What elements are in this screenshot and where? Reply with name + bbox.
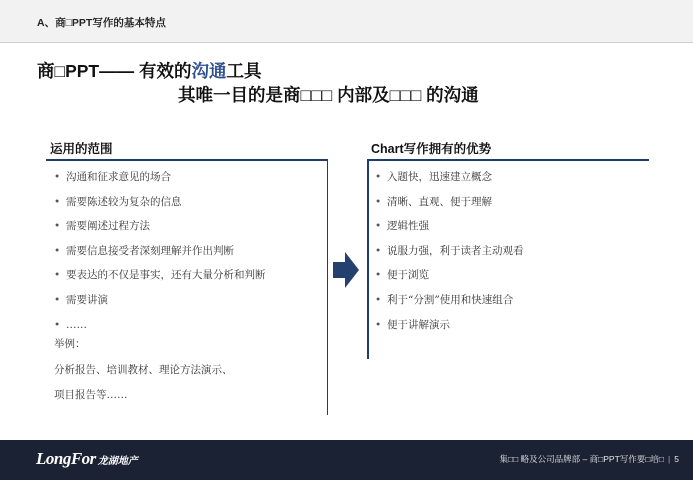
bullet: •	[375, 195, 382, 208]
list-item: • 需要讲演	[54, 288, 266, 313]
headline-prefix: 商□PPT—— 有效的	[37, 61, 192, 81]
list-item: • 沟通和征求意见的场合	[54, 165, 266, 190]
headline-suffix: 工具	[226, 61, 262, 81]
right-arrow-icon	[333, 252, 359, 288]
advantages-title: Chart写作拥有的优势	[371, 142, 492, 156]
list-item: • 入题快，迅速建立概念	[375, 165, 524, 190]
bullet: •	[375, 269, 382, 282]
bullet: •	[54, 220, 61, 233]
list-item: • 需要信息接受者深刻理解并作出判断	[54, 239, 266, 264]
usage-scope-list	[54, 165, 266, 337]
example-line-1: 分析报告、培训教材、理论方法演示、	[54, 364, 233, 376]
bullet: •	[375, 171, 382, 183]
bullet: •	[54, 269, 61, 282]
bullet: •	[54, 293, 61, 306]
usage-scope-title: 运用的范围	[50, 142, 113, 156]
list-item: • 逻辑性强	[375, 214, 524, 239]
bullet: •	[375, 220, 382, 233]
bullet: •	[375, 244, 382, 257]
logo-wordmark: LongFor	[36, 449, 96, 468]
bullet: •	[375, 293, 382, 306]
footer-separator: |	[668, 454, 671, 464]
list-item: • 便于浏览	[375, 263, 524, 288]
panel-side-rule	[327, 159, 329, 415]
top-header-bar	[0, 0, 693, 42]
panel-side-rule	[367, 159, 369, 359]
advantages-panel	[367, 135, 649, 415]
usage-scope-panel	[46, 135, 328, 415]
slide-subheadline: 其唯一目的是商□□□ 内部及□□□ 的沟通	[178, 85, 479, 105]
header-divider	[0, 42, 693, 43]
slide-headline	[37, 60, 261, 83]
list-item: • ……	[54, 313, 266, 338]
list-item: • 清晰、直观、便于理解	[375, 190, 524, 215]
panel-top-rule	[367, 159, 649, 161]
example-label: 举例：	[54, 338, 86, 350]
advantages-list	[375, 165, 524, 337]
example-line-2: 项目报告等……	[54, 389, 128, 401]
list-item: • 需要阐述过程方法	[54, 214, 266, 239]
list-item: • 需要陈述较为复杂的信息	[54, 190, 266, 215]
list-item: • 利于“分割”使用和快速组合	[375, 288, 524, 313]
bullet: •	[54, 244, 61, 257]
company-logo	[36, 449, 138, 471]
section-title: A、商□PPT写作的基本特点	[37, 17, 166, 29]
footer-department-text: 集□□ 略及公司品牌部 – 商□PPT写作要□培□	[499, 454, 665, 464]
panel-top-rule	[46, 159, 328, 161]
list-item: • 便于讲解演示	[375, 313, 524, 338]
page-number: 5	[674, 454, 679, 464]
bullet: •	[54, 318, 61, 331]
logo-chinese-name: 龙湖地产	[97, 456, 138, 467]
bullet: •	[54, 195, 61, 208]
list-item: • 说服力强，利于读者主动观看	[375, 239, 524, 264]
list-item: • 要表达的不仅是事实，还有大量分析和判断	[54, 263, 266, 288]
footer-caption	[500, 453, 679, 465]
bullet: •	[54, 171, 61, 183]
headline-accent: 沟通	[191, 61, 227, 81]
bullet: •	[375, 318, 382, 331]
